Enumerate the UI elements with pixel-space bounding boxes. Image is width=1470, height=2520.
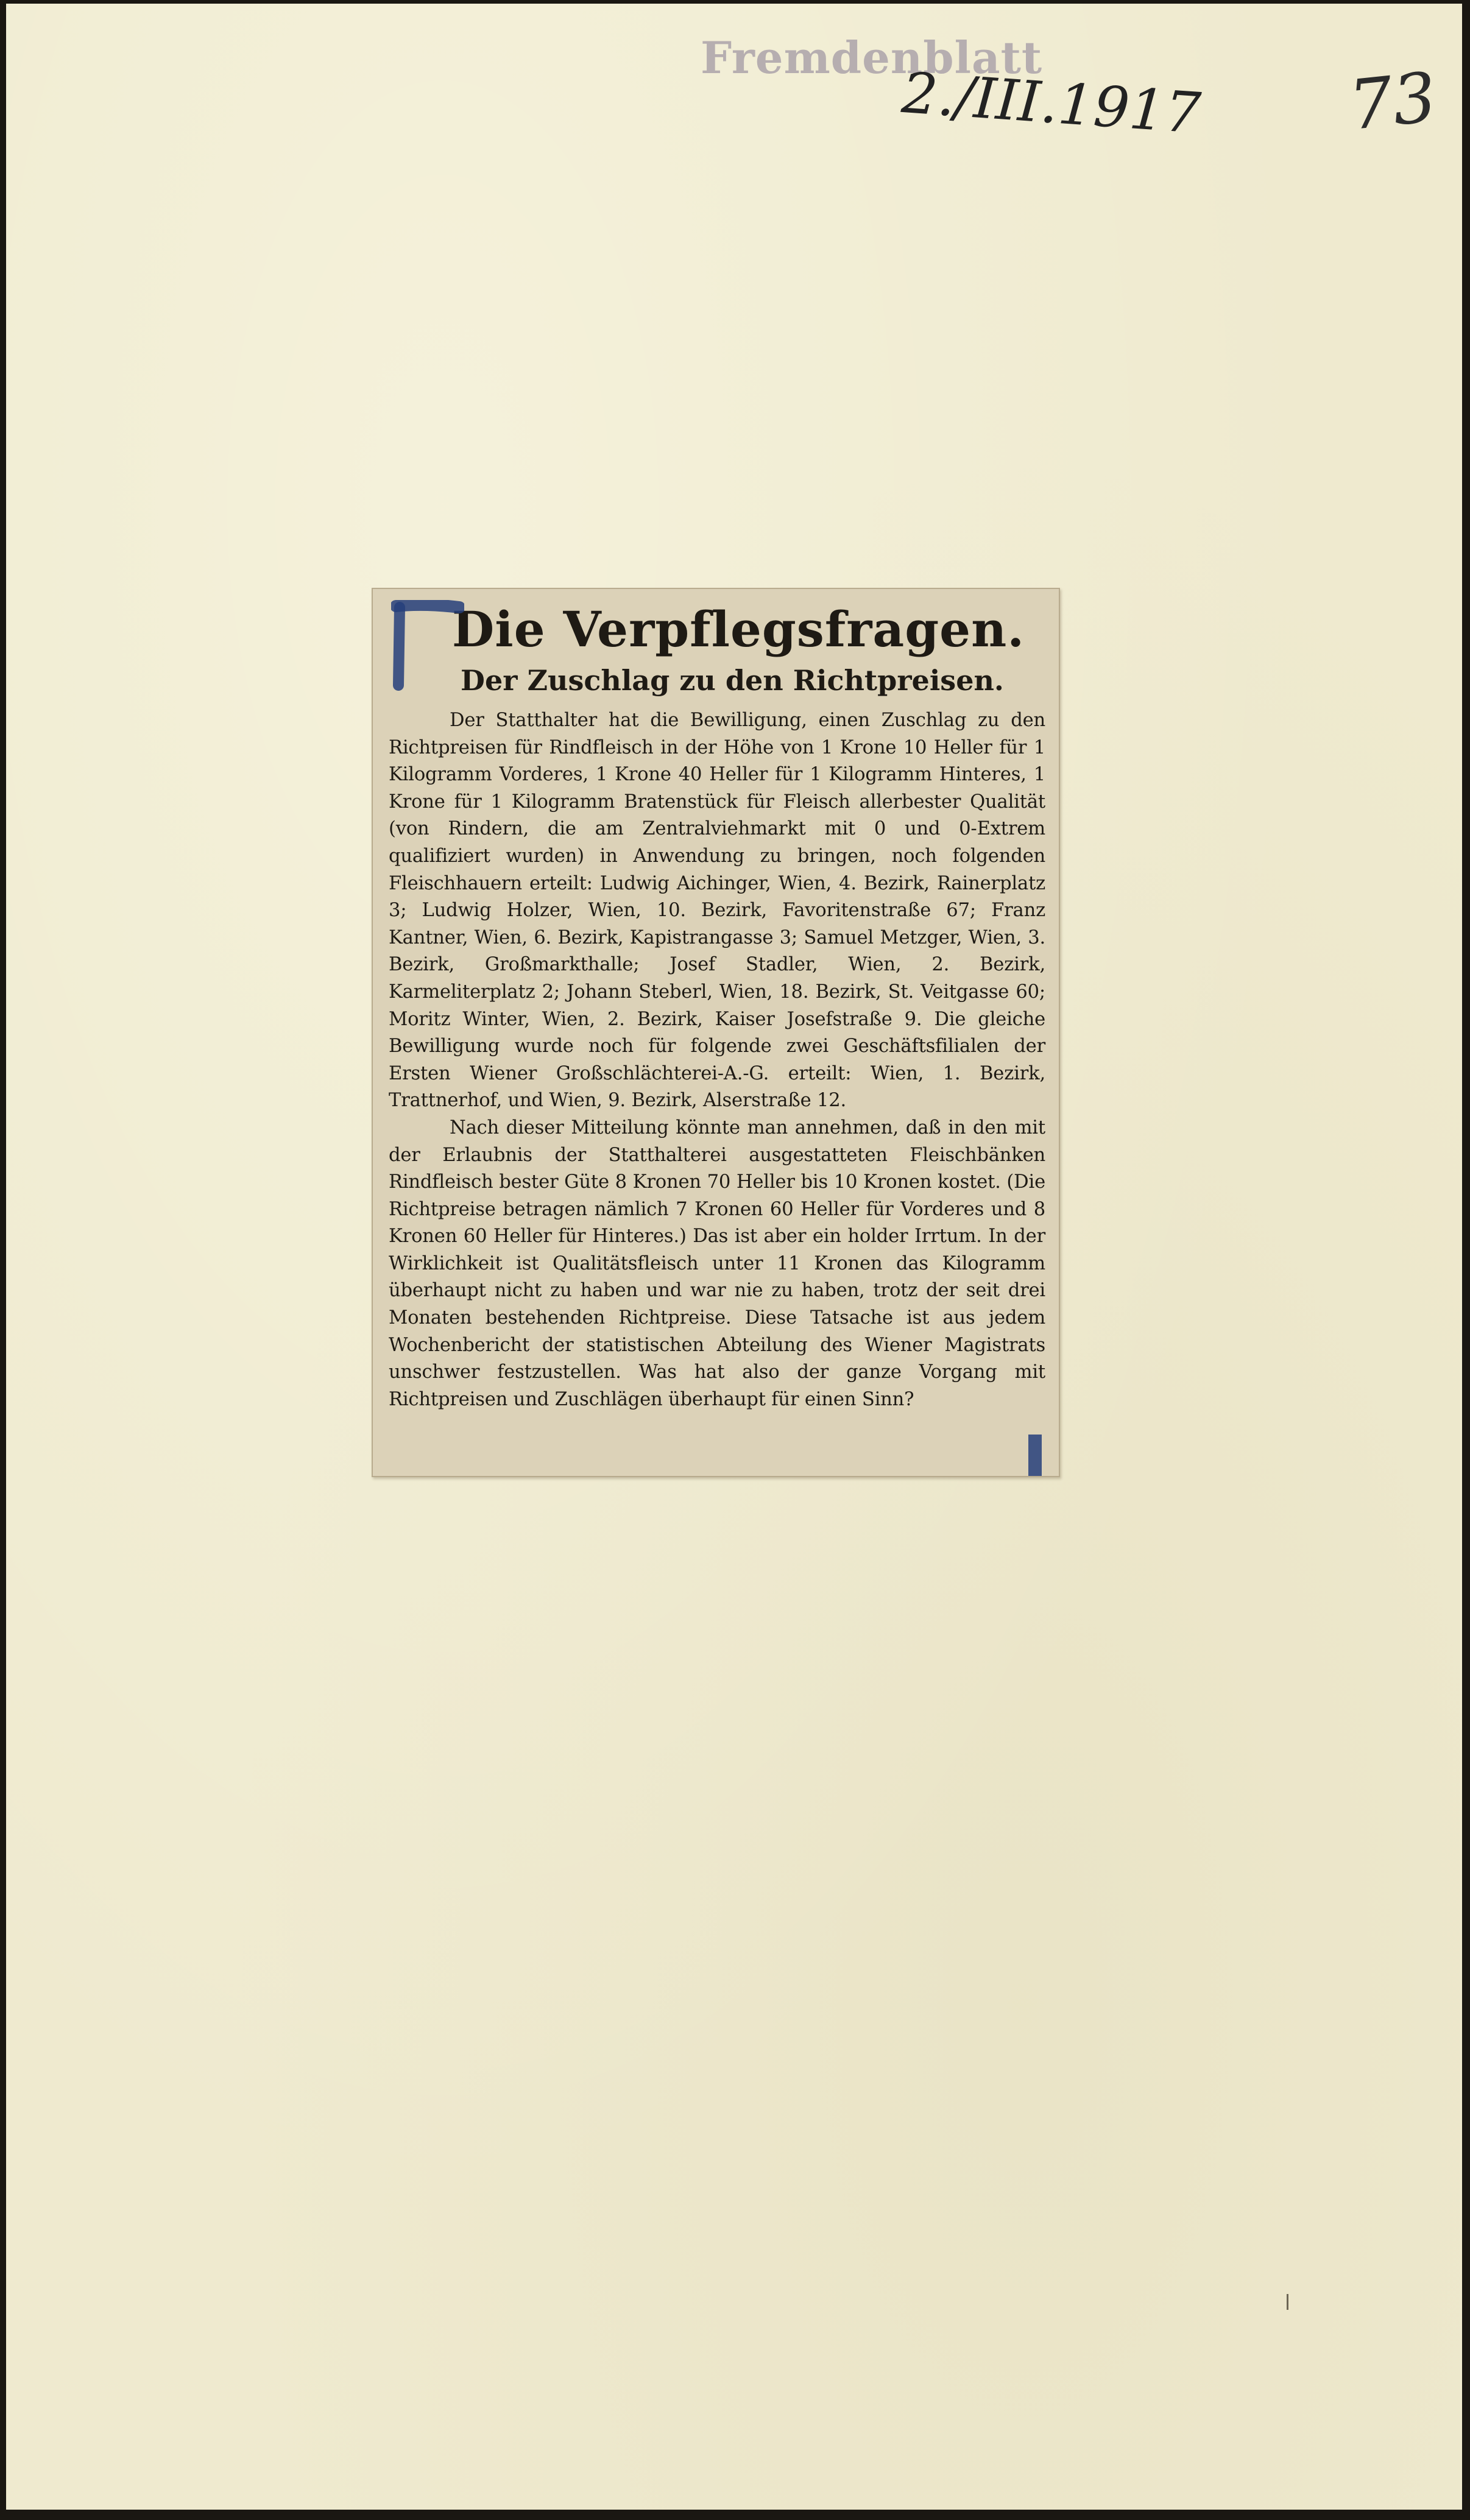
folio-number: 73 <box>1345 57 1440 146</box>
blue-pencil-bracket-icon <box>391 600 464 691</box>
article-paragraph: Der Statthalter hat die Bewilligung, einen Zuschlag zu den Richtpreisen für Rindfleisch in der Höhe von 1 Krone 10 Heller für 1 Kilogramm Vorderes, 1 Krone 40 Heller für 1 Kilogramm Hinteres, 1 Krone für 1 Kilogramm Bratenstück für Fleisch allerbester Qualität (von Rindern, die am Zentralviehmarkt mit 0 und 0-Extrem qualifiziert wurden) in Anwendung zu bringen, noch folgenden Fleischhauern erteilt: Ludwig Aichinger, Wien, 4. Bezirk, Rainerplatz 3; Ludwig Holzer, Wien, 10. Bezirk, Favoritenstraße 67; Franz Kantner, Wien, 6. Bezirk, Kapistrangasse 3; Samuel Metzger, Wien, 3. Bezirk, Großmarkthalle; Josef Stadler, Wien, 2. Bezirk, Karmeliterplatz 2; Johann Steberl, Wien, 18. Bezirk, St. Veitgasse 60; Moritz Winter, Wien, 2. Bezirk, Kaiser Josefstraße 9. Die gleiche Bewilligung wurde noch für folgende zwei Geschäftsfilialen der Ersten Wiener Großschlächterei-A.-G. erteilt: Wien, 1. Bezirk, Trattnerhof, und Wien, 9. Bezirk, Alserstraße 12. <box>389 710 1045 1112</box>
handwritten-date: 2./III.1917 <box>899 60 1203 147</box>
newspaper-clipping <box>372 588 1060 1477</box>
newspaper-stamp: Fremdenblatt <box>701 32 1043 83</box>
article-headline: Die Verpflegsfragen. <box>451 601 1025 658</box>
article-paragraph: Nach dieser Mitteilung könnte man annehmen, daß in den mit der Erlaubnis der Statthalterei ausgestatteten Fleischbänken Rindfleisch bester Güte 8 Kronen 70 Heller bis 10 Kronen kostet. (Die Richtpreise betragen nämlich 7 Kronen 60 Heller für Vorderes und 8 Kronen 60 Heller für Hinteres.) Das ist aber ein holder Irrtum. In der Wirklichkeit ist Qualitätsfleisch unter 11 Kronen das Kilogramm überhaupt nicht zu haben und war nie zu haben, trotz der seit drei Monaten bestehenden Richtpreise. Diese Tatsache ist aus jedem Wochenbericht der statistischen Abteilung des Wiener Magistrats unschwer festzustellen. Was hat also der ganze Vorgang mit Richtpreisen und Zuschlägen überhaupt für einen Sinn? <box>389 1117 1045 1410</box>
blue-pencil-mark <box>1028 1435 1042 1476</box>
article-subheadline: Der Zuschlag zu den Richtpreisen. <box>461 664 1004 697</box>
pencil-tick-mark <box>1287 2294 1288 2310</box>
